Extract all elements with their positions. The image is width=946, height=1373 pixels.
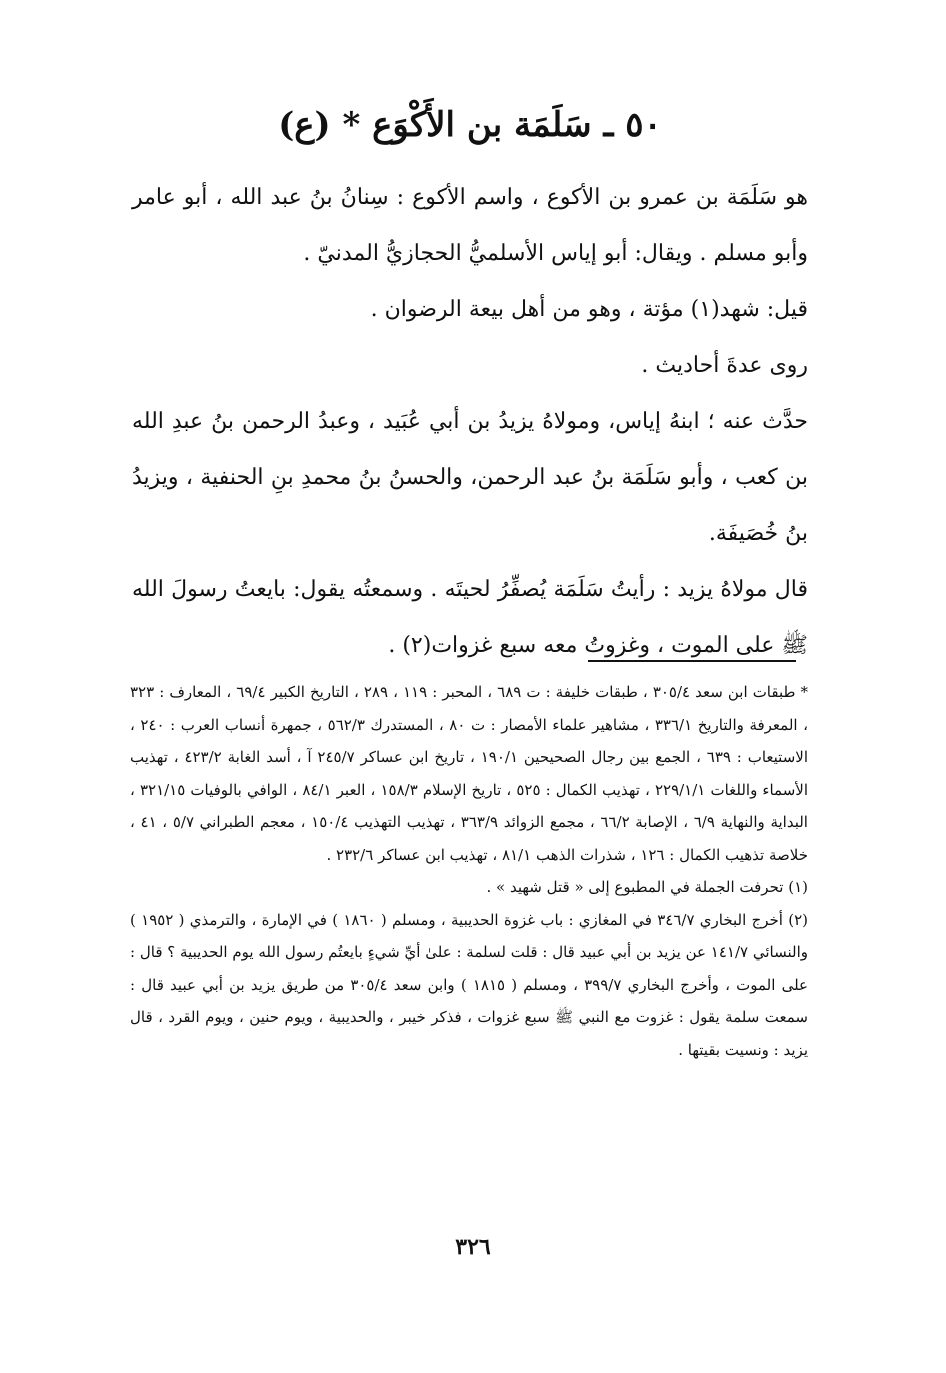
- paragraph-narrations: روى عدةَ أحاديث .: [641, 353, 808, 378]
- footnote-divider: [588, 660, 796, 662]
- paragraph-quote: قال مولاهُ يزيد : رأيتُ سَلَمَة يُصفِّرُ لحيتَه . وسمعتُه يقول: بايعتُ رسولَ الله ﷺ على الموت ، وغزوتُ معه سبع غزوات(٢) .: [132, 577, 808, 658]
- paragraph-narrators: حدَّث عنه ؛ ابنهُ إياس، ومولاهُ يزيدُ بن أبي عُبَيد ، وعبدُ الرحمن بنُ عبدِ الله بن كعب ، وأبو سَلَمَة بنُ عبد الرحمن، والحسنُ بنُ محمدِ بنِ الحنفية ، ويزيدُ بنُ خُصَيفَة.: [132, 409, 808, 546]
- footnote-1: (١) تحرفت الجملة في المطبوع إلى « قتل شهيد » .: [486, 878, 808, 896]
- page-number: ٣٢٦: [455, 1234, 491, 1260]
- footnote-2: (٢) أخرج البخاري ٣٤٦/٧ في المغازي : باب غزوة الحديبية ، ومسلم ( ١٨٦٠ ) في الإمارة ، والترمذي ( ١٩٥٢ ) والنسائي ١٤١/٧ عن يزيد بن أبي عبيد قال : قلت لسلمة : علىٰ أيِّ شيءٍ بايعتُم رسول الله يوم الحديبية ؟ قال : على الموت ، وأخرج البخاري ٣٩٩/٧ ، ومسلم ( ١٨١٥ ) وابن سعد ٣٠٥/٤ من طريق يزيد بن أبي عبيد قال : سمعت سلمة يقول : غزوت مع النبي ﷺ سبع غزوات ، فذكر خيبر ، والحديبية ، ويوم حنين ، ويوم القرد ، قال يزيد : ونسيت بقيتها .: [130, 910, 809, 1059]
- paragraph-name: هو سَلَمَة بن عمرو بن الأكوع ، واسم الأكوع : سِنانُ بنُ عبد الله ، أبو عامر وأبو مسلم . ويقال: أبو إياس الأسلميُّ الحجازيُّ المدنيّ .: [132, 185, 808, 266]
- footnote-sources: * طبقات ابن سعد ٣٠٥/٤ ، طبقات خليفة : ت ٦٨٩ ، المحبر : ١١٩ ، ٢٨٩ ، التاريخ الكبير ٦٩/٤ ، المعارف : ٣٢٣ ، المعرفة والتاريخ ٣٣٦/١ ، مشاهير علماء الأمصار : ت ٨٠ ، المستدرك ٥٦٢/٣ ، جمهرة أنساب العرب : ٢٤٠ ، الاستيعاب : ٦٣٩ ، الجمع بين رجال الصحيحين ١٩٠/١ ، تاريخ ابن عساكر ٢٤٥/٧ آ ، أسد الغابة ٤٢٣/٢ ، تهذيب الأسماء واللغات ٢٢٩/١/١ ، تهذيب الكمال : ٥٢٥ ، تاريخ الإسلام ١٥٨/٣ ، العبر ٨٤/١ ، الوافي بالوفيات ٣٢١/١٥ ، البداية والنهاية ٦/٩ ، الإصابة ٦٦/٢ ، مجمع الزوائد ٣٦٣/٩ ، تهذيب التهذيب ١٥٠/٤ ، معجم الطبراني ٥/٧ ، ٤١ ، خلاصة تذهيب الكمال : ١٢٦ ، شذرات الذهب ٨١/١ ، تهذيب ابن عساكر ٢٣٢/٦ .: [130, 683, 809, 864]
- entry-title: ٥٠ ـ سَلَمَة بن الأَكْوَع * (ع): [278, 105, 662, 145]
- footnotes: [130, 676, 808, 1066]
- paragraph-witness: قيل: شهد(١) مؤتة ، وهو من أهل بيعة الرضوان .: [370, 297, 808, 322]
- main-text: [132, 170, 808, 674]
